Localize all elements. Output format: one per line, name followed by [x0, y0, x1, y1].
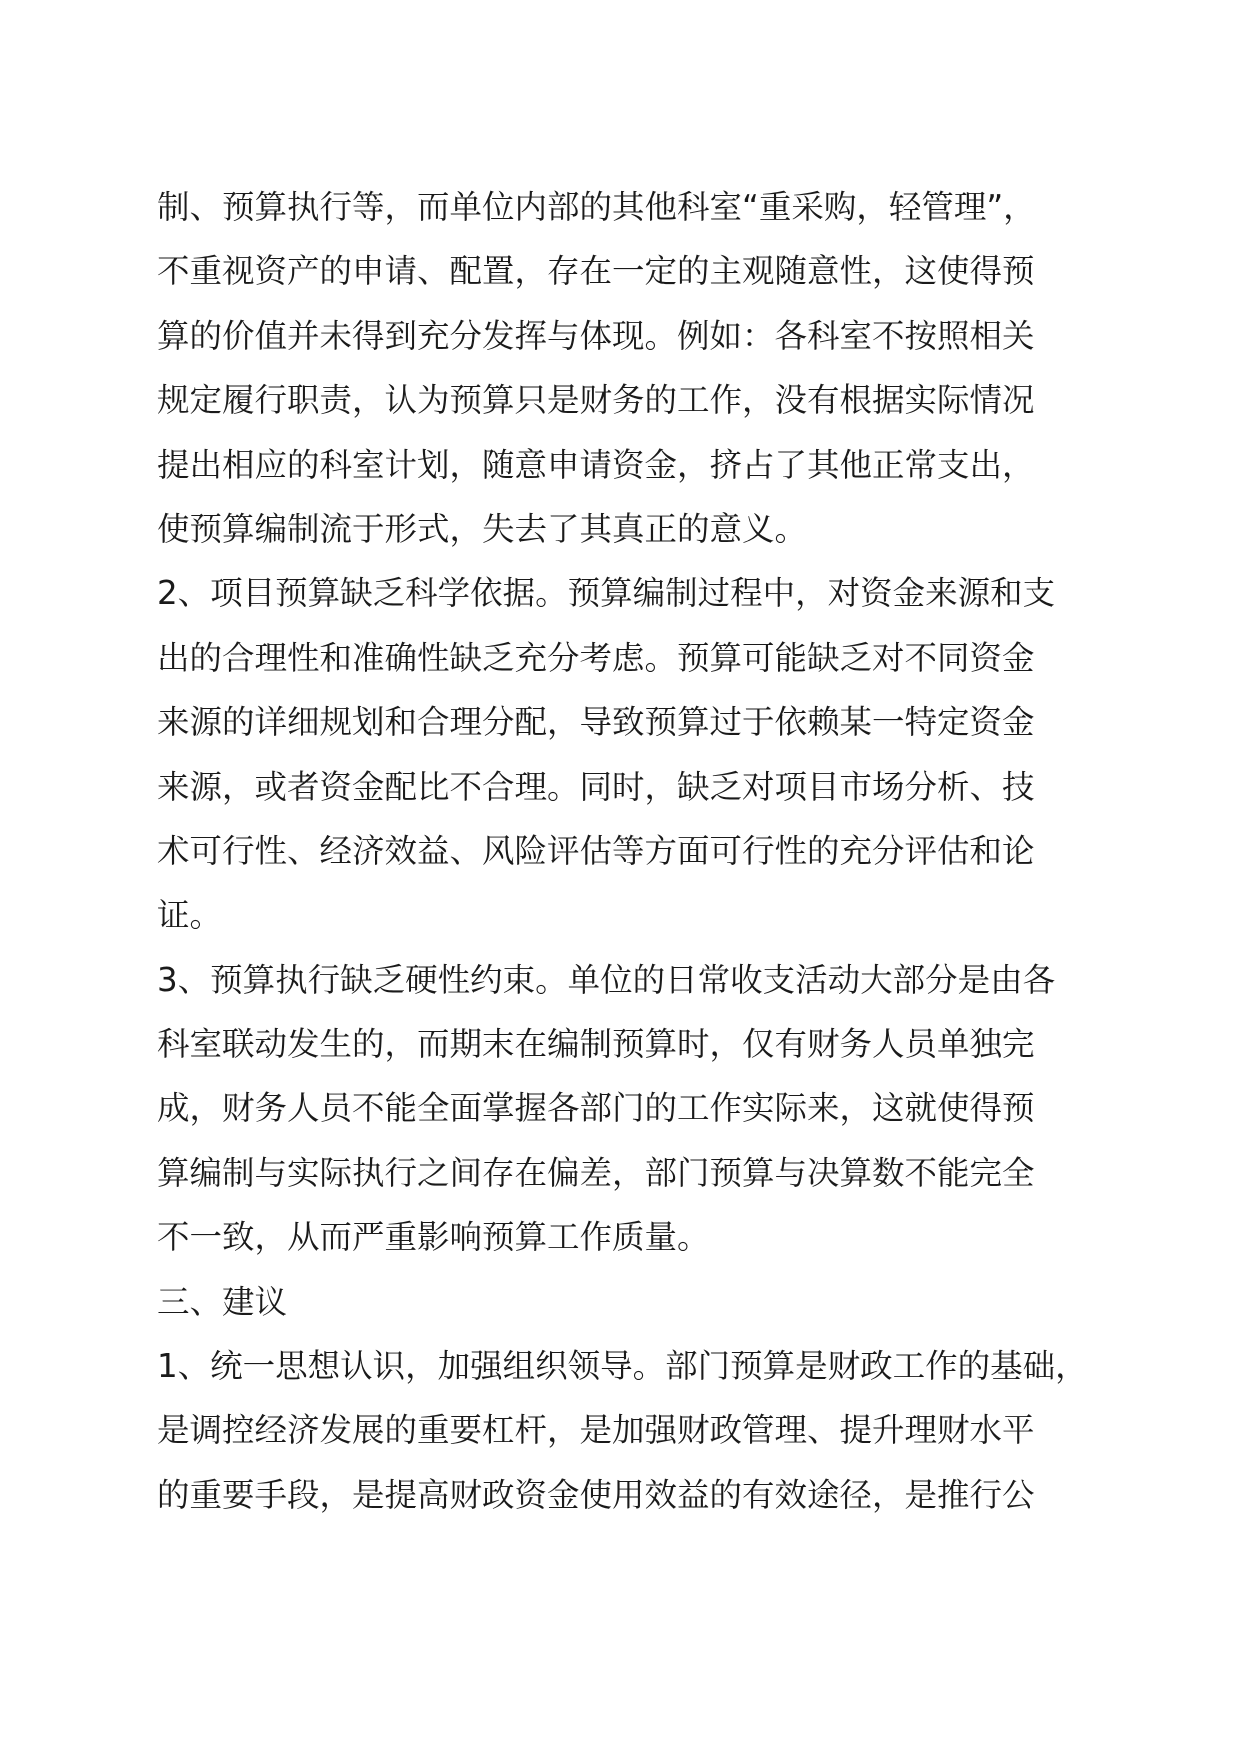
text-line: 成，财务人员不能全面掌握各部门的工作实际来，这就使得预	[157, 1089, 1035, 1128]
text-line: 证。	[157, 896, 223, 935]
text-line: 不重视资产的申请、配置，存在一定的主观随意性，这使得预	[157, 252, 1035, 291]
text-line: 算的价值并未得到充分发挥与体现。例如：各科室不按照相关	[157, 316, 1035, 355]
text-line: 是调控经济发展的重要杠杆，是加强财政管理、提升理财水平	[157, 1411, 1035, 1450]
text-line: 2、项目预算缺乏科学依据。预算编制过程中，对资金来源和支	[157, 574, 1056, 613]
document-body	[157, 188, 1092, 1540]
text-line: 1、统一思想认识，加强组织领导。部门预算是财政工作的基础，	[157, 1347, 1088, 1386]
text-line: 制、预算执行等，而单位内部的其他科室“重采购，轻管理”，	[157, 188, 1036, 226]
text-line: 提出相应的科室计划，随意申请资金，挤占了其他正常支出，	[157, 445, 1035, 484]
text-line: 不一致，从而严重影响预算工作质量。	[157, 1218, 710, 1257]
text-line: 的重要手段，是提高财政资金使用效益的有效途径，是推行公	[157, 1475, 1035, 1514]
text-line: 术可行性、经济效益、风险评估等方面可行性的充分评估和论	[157, 831, 1035, 870]
text-line: 使预算编制流于形式，失去了其真正的意义。	[157, 509, 808, 548]
text-line: 来源，或者资金配比不合理。同时，缺乏对项目市场分析、技	[157, 767, 1035, 806]
text-line: 出的合理性和准确性缺乏充分考虑。预算可能缺乏对不同资金	[157, 638, 1035, 677]
text-line: 来源的详细规划和合理分配，导致预算过于依赖某一特定资金	[157, 703, 1035, 742]
section-heading: 三、建议	[157, 1282, 288, 1321]
text-line: 3、预算执行缺乏硬性约束。单位的日常收支活动大部分是由各	[157, 960, 1056, 999]
text-line: 算编制与实际执行之间存在偏差，部门预算与决算数不能完全	[157, 1153, 1035, 1192]
text-line: 规定履行职责，认为预算只是财务的工作，没有根据实际情况	[157, 381, 1035, 420]
text-line: 科室联动发生的，而期末在编制预算时，仅有财务人员单独完	[157, 1025, 1035, 1064]
